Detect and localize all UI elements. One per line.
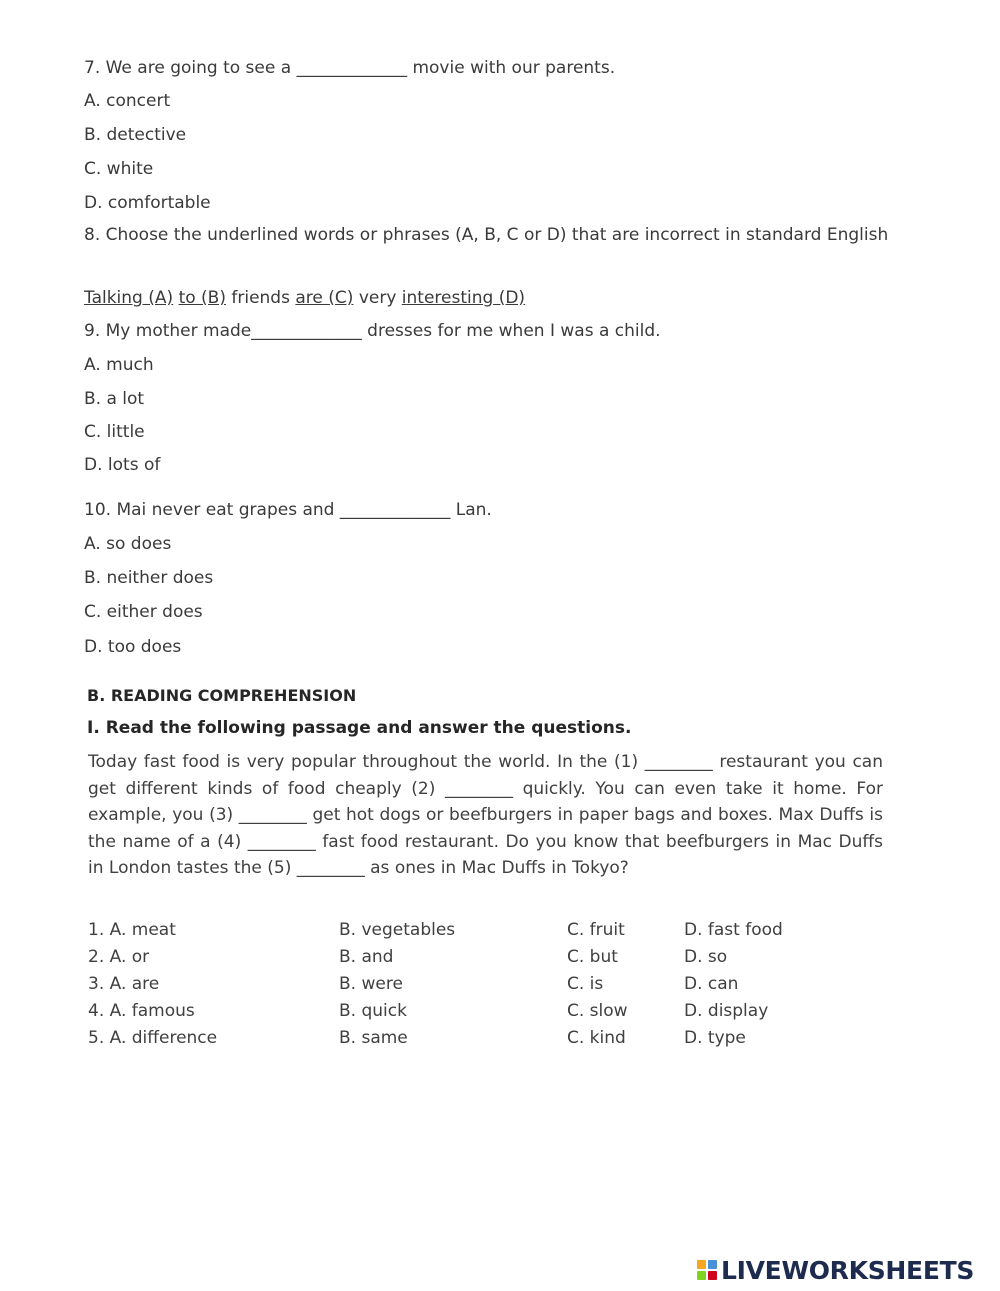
logo-blocks-icon bbox=[697, 1260, 717, 1280]
answer-3-a[interactable]: 3. A. are bbox=[88, 974, 160, 994]
q8-part-d[interactable]: interesting (D) bbox=[401, 288, 526, 308]
q8-part-b[interactable]: to (B) bbox=[178, 288, 226, 308]
q7-stem-before: 7. We are going to see a bbox=[84, 58, 292, 78]
q9-option-a[interactable]: A. much bbox=[84, 355, 154, 375]
question-8-stem: 8. Choose the underlined words or phrases (A, B, C or D) that are incorrect in standard English bbox=[84, 225, 889, 245]
q8-part-a[interactable]: Talking (A) bbox=[84, 288, 174, 308]
answer-1-a[interactable]: 1. A. meat bbox=[88, 920, 176, 940]
q10-option-d[interactable]: D. too does bbox=[84, 637, 182, 657]
q9-blank[interactable]: _____________ bbox=[251, 321, 362, 341]
q7-option-d[interactable]: D. comfortable bbox=[84, 193, 211, 213]
q10-stem-before: 10. Mai never eat grapes and bbox=[84, 500, 335, 520]
answer-row bbox=[88, 999, 888, 1023]
q10-option-b[interactable]: B. neither does bbox=[84, 568, 214, 588]
answer-3-b[interactable]: B. were bbox=[339, 974, 403, 994]
answer-3-d[interactable]: D. can bbox=[684, 974, 739, 994]
q9-option-b[interactable]: B. a lot bbox=[84, 389, 145, 409]
q7-stem-after: movie with our parents. bbox=[412, 58, 616, 78]
q9-stem-after: dresses for me when I was a child. bbox=[367, 321, 661, 341]
answer-row bbox=[88, 918, 888, 942]
logo-block bbox=[697, 1260, 706, 1269]
answer-2-d[interactable]: D. so bbox=[684, 947, 728, 967]
answer-1-c[interactable]: C. fruit bbox=[567, 920, 625, 940]
question-9-stem bbox=[84, 320, 661, 342]
answer-row bbox=[88, 972, 888, 996]
answer-4-a[interactable]: 4. A. famous bbox=[88, 1001, 195, 1021]
q8-sentence bbox=[84, 287, 525, 309]
answer-5-a[interactable]: 5. A. difference bbox=[88, 1028, 218, 1048]
logo-block bbox=[708, 1260, 717, 1269]
answer-row bbox=[88, 1026, 888, 1050]
q8-word-very: very bbox=[358, 288, 397, 308]
question-10-stem bbox=[84, 499, 492, 521]
answer-5-b[interactable]: B. same bbox=[339, 1028, 408, 1048]
section-b-title: B. READING COMPREHENSION bbox=[87, 686, 357, 705]
answer-1-b[interactable]: B. vegetables bbox=[339, 920, 456, 940]
answer-2-a[interactable]: 2. A. or bbox=[88, 947, 150, 967]
answer-4-b[interactable]: B. quick bbox=[339, 1001, 407, 1021]
q10-option-c[interactable]: C. either does bbox=[84, 602, 203, 622]
answer-3-c[interactable]: C. is bbox=[567, 974, 604, 994]
q9-option-c[interactable]: C. little bbox=[84, 422, 145, 442]
logo-block bbox=[708, 1271, 717, 1280]
answer-row bbox=[88, 945, 888, 969]
q10-blank[interactable]: _____________ bbox=[339, 500, 451, 520]
answer-5-d[interactable]: D. type bbox=[684, 1028, 746, 1048]
answer-1-d[interactable]: D. fast food bbox=[684, 920, 783, 940]
logo-text: LIVEWORKSHEETS bbox=[721, 1255, 975, 1285]
answer-5-c[interactable]: C. kind bbox=[567, 1028, 626, 1048]
q8-word-friends: friends bbox=[231, 288, 290, 308]
liveworksheets-logo bbox=[697, 1256, 974, 1284]
q7-option-a[interactable]: A. concert bbox=[84, 91, 171, 111]
section-b-instruction: I. Read the following passage and answer the questions. bbox=[87, 718, 632, 738]
q10-stem-after: Lan. bbox=[455, 500, 492, 520]
q7-blank[interactable]: _____________ bbox=[296, 58, 408, 78]
reading-passage: Today fast food is very popular throughout the world. In the (1) ________ restaurant you can get different kinds of food cheaply (2) ________ quickly. You can even take it home. For example, you (3) ________ get hot dogs or beefburgers in paper bags and boxes. Max Duffs is the name of a (4) ________ fast food restaurant. Do you know that beefburgers in Mac Duffs in London tastes the (5) ________ as ones in Mac Duffs in Tokyo? bbox=[88, 752, 883, 878]
answer-2-c[interactable]: C. but bbox=[567, 947, 618, 967]
answer-2-b[interactable]: B. and bbox=[339, 947, 394, 967]
answer-4-c[interactable]: C. slow bbox=[567, 1001, 628, 1021]
q9-stem-before: 9. My mother made bbox=[84, 321, 252, 341]
question-7-stem bbox=[84, 57, 615, 79]
answer-4-d[interactable]: D. display bbox=[684, 1001, 769, 1021]
logo-block bbox=[697, 1271, 706, 1280]
q7-option-c[interactable]: C. white bbox=[84, 159, 154, 179]
q7-option-b[interactable]: B. detective bbox=[84, 125, 187, 145]
q8-part-c[interactable]: are (C) bbox=[295, 288, 354, 308]
q9-option-d[interactable]: D. lots of bbox=[84, 455, 161, 475]
q10-option-a[interactable]: A. so does bbox=[84, 534, 172, 554]
